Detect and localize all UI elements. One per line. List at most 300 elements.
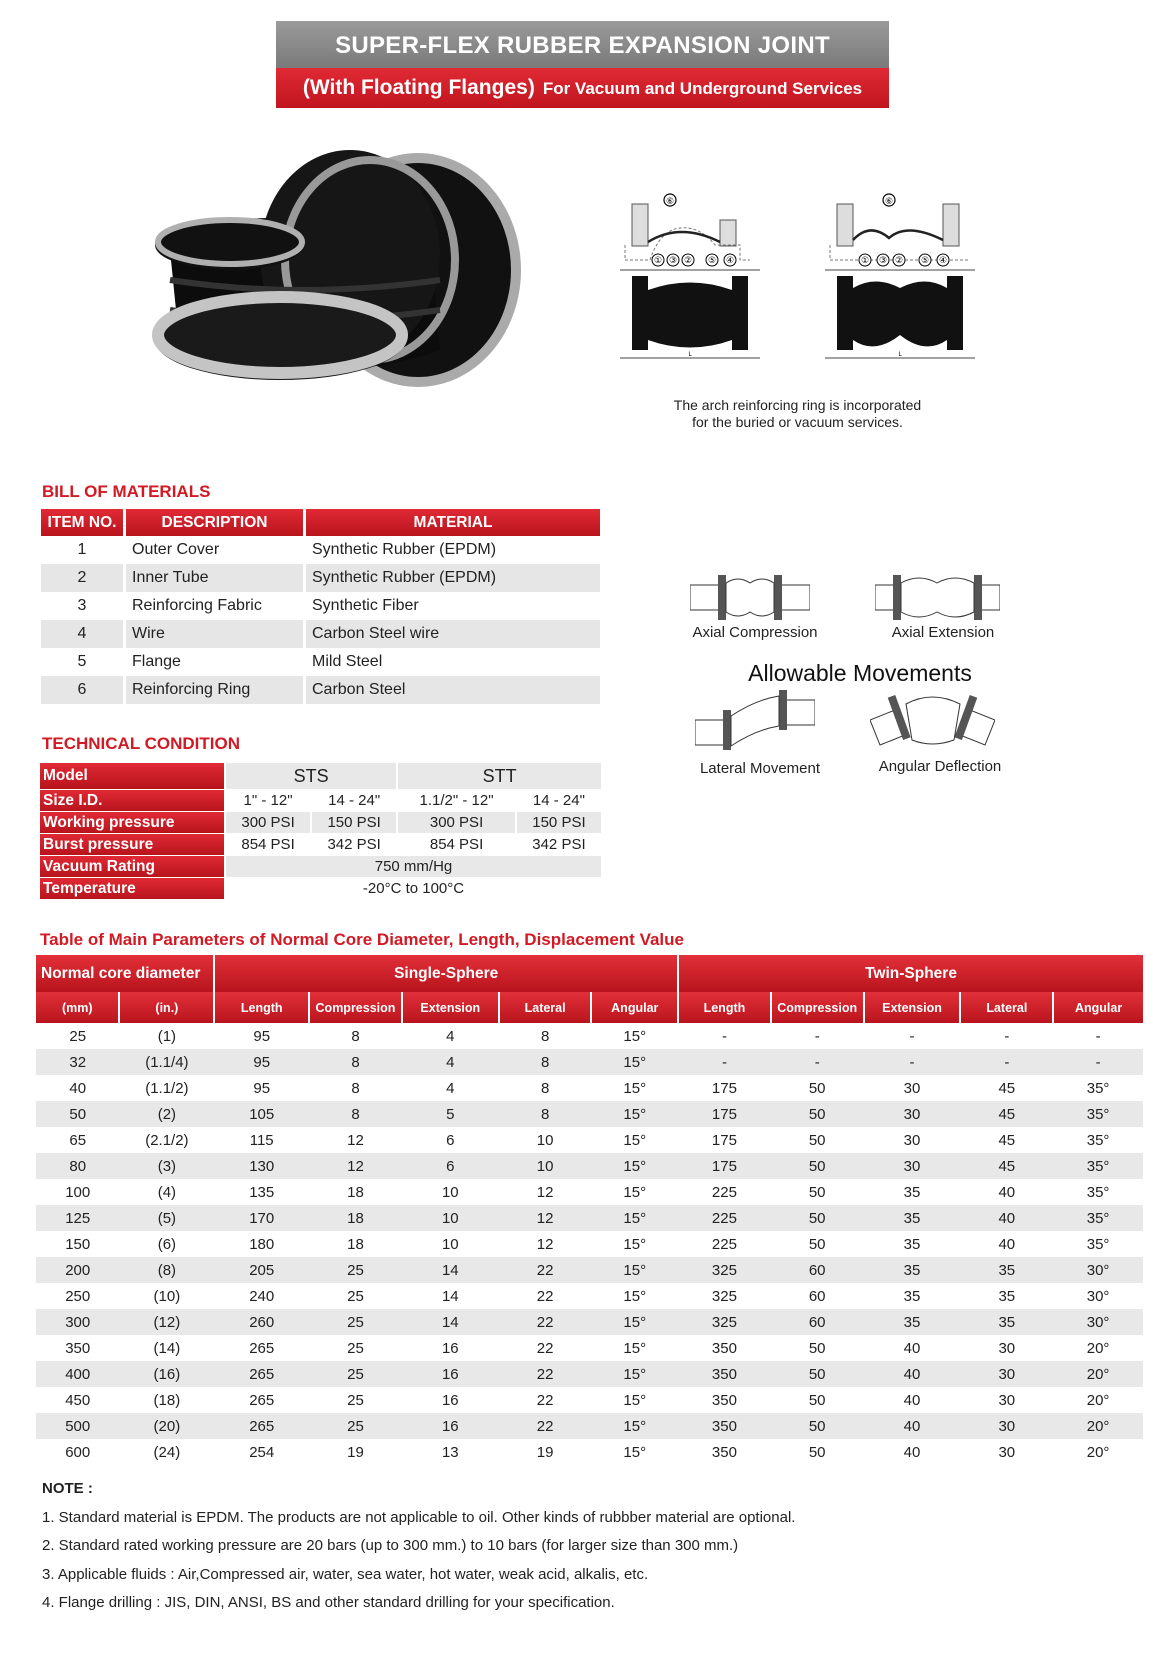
note-item: 1. Standard material is EPDM. The products are not applicable to oil. Other kinds of rubbber material are optional. [42, 1508, 796, 1526]
table-cell: 250 [65, 1287, 91, 1305]
table-cell: - [864, 1049, 961, 1075]
table-cell: 35° [1086, 1235, 1110, 1253]
table-cell: 15° [623, 1235, 647, 1253]
technical-title: TECHNICAL CONDITION [42, 734, 241, 753]
bom-header-description: DESCRIPTION [126, 509, 303, 536]
subtitle-secondary: For Vacuum and Underground Services [542, 79, 863, 98]
tech-burst: 342 PSI [327, 836, 381, 853]
note-item: 3. Applicable fluids : Air,Compressed air, water, sea water, hot water, weak acid, alkalis, etc. [42, 1565, 649, 1583]
product-photo [150, 150, 530, 400]
table-cell: 15° [623, 1339, 647, 1357]
table-cell: 30° [1053, 1257, 1143, 1283]
table-cell: 350 [678, 1413, 771, 1439]
table-row [36, 1387, 1143, 1413]
table-cell: 45 [998, 1131, 1016, 1149]
tech-label-vacuum: Vacuum Rating [40, 856, 224, 877]
table-cell: 30 [960, 1361, 1053, 1387]
table-cell: 60 [771, 1309, 864, 1335]
callout-4: ④ [725, 256, 735, 266]
table-cell: (4) [157, 1183, 177, 1201]
table-cell: 500 [36, 1413, 119, 1439]
table-row [36, 1361, 1143, 1387]
table-cell: 15° [591, 1361, 678, 1387]
lateral-movement-label: Lateral Movement [699, 760, 821, 777]
params-subheader: Extension [402, 992, 499, 1023]
table-cell: 40 [864, 1413, 961, 1439]
table-cell: 15° [591, 1153, 678, 1179]
table-cell: 95 [214, 1049, 309, 1075]
table-cell: 12 [309, 1153, 402, 1179]
table-cell: 25 [69, 1027, 87, 1045]
table-cell: 16 [402, 1413, 499, 1439]
table-cell: - [1053, 1049, 1143, 1075]
tech-label-temp: Temperature [40, 878, 224, 899]
table-cell: 130 [214, 1153, 309, 1179]
angular-deflection-icon [870, 690, 995, 750]
bom-description: Reinforcing Ring [126, 676, 303, 704]
table-cell: 30° [1086, 1287, 1110, 1305]
params-title: Table of Main Parameters of Normal Core Diameter, Length, Displacement Value [40, 930, 684, 949]
table-cell: 35 [903, 1287, 921, 1305]
table-row [36, 1283, 1143, 1309]
table-cell: 40 [903, 1443, 921, 1461]
table-cell: 32 [36, 1049, 119, 1075]
table-cell: 45 [998, 1079, 1016, 1097]
callout-1: ① [653, 256, 663, 266]
table-cell: 16 [402, 1361, 499, 1387]
params-subheader: Length [678, 992, 771, 1023]
table-cell: 60 [808, 1287, 826, 1305]
callout-1: ① [860, 256, 870, 266]
table-row [36, 1205, 1143, 1231]
bom-item-no: 1 [77, 541, 87, 558]
table-cell: 50 [808, 1391, 826, 1409]
table-cell: 10 [536, 1131, 554, 1149]
table-row [36, 1075, 1143, 1101]
callout-2: ② [683, 256, 693, 266]
table-cell: 8 [540, 1027, 550, 1045]
header-banner [276, 21, 889, 108]
table-cell: 30 [960, 1413, 1053, 1439]
table-cell: 8 [351, 1079, 360, 1097]
tech-working: 300 PSI [226, 812, 310, 833]
tech-label-size: Size I.D. [40, 790, 224, 811]
params-group-twin: Twin-Sphere [678, 955, 1143, 992]
table-cell: (1) [157, 1027, 177, 1045]
table-cell: 25 [309, 1309, 402, 1335]
tech-size: 14 - 24" [532, 792, 585, 809]
table-cell: - [909, 1027, 915, 1045]
tech-burst: 854 PSI [241, 836, 295, 853]
table-cell: 14 [402, 1257, 499, 1283]
table-cell: 300 [36, 1309, 119, 1335]
callout-5: ⑤ [920, 256, 930, 266]
bom-item-no: 6 [41, 676, 123, 704]
table-cell: - [678, 1049, 771, 1075]
bom-item-no: 3 [77, 597, 87, 614]
table-cell: 20° [1053, 1413, 1143, 1439]
table-cell: (14) [153, 1339, 181, 1357]
table-cell: 35° [1053, 1101, 1143, 1127]
length-label: L [688, 351, 692, 358]
table-cell: 40 [903, 1339, 921, 1357]
table-cell: 40 [903, 1391, 921, 1409]
params-subheader: Angular [591, 992, 678, 1023]
tech-label-burst: Burst pressure [40, 834, 224, 855]
table-cell: 30 [998, 1443, 1016, 1461]
table-cell: 22 [499, 1309, 592, 1335]
table-cell: 450 [65, 1391, 91, 1409]
table-cell: - [1095, 1027, 1101, 1045]
table-cell: 15° [591, 1413, 678, 1439]
table-cell: 4 [402, 1049, 499, 1075]
table-cell: 15° [623, 1391, 647, 1409]
table-cell: 135 [249, 1183, 275, 1201]
bom-material: Synthetic Rubber (EPDM) [312, 541, 497, 558]
table-cell: 260 [214, 1309, 309, 1335]
table-cell: 6 [402, 1153, 499, 1179]
table-cell: 25 [347, 1339, 364, 1357]
table-cell: 205 [214, 1257, 309, 1283]
table-cell: 175 [711, 1079, 737, 1097]
bom-row [41, 676, 600, 704]
bom-description: Flange [132, 653, 181, 670]
table-cell: 170 [214, 1205, 309, 1231]
callout-3: ③ [878, 256, 888, 266]
table-cell: - [960, 1049, 1053, 1075]
table-cell: 265 [214, 1361, 309, 1387]
table-cell: 40 [998, 1235, 1016, 1253]
table-cell: 20° [1053, 1361, 1143, 1387]
table-cell: 8 [309, 1101, 402, 1127]
note-item: 2. Standard rated working pressure are 20 bars (up to 300 mm.) to 10 bars (for larger size than 300 mm.) [42, 1537, 739, 1554]
bom-row [41, 620, 600, 648]
table-cell: 15° [623, 1287, 647, 1305]
table-cell: 30 [864, 1153, 961, 1179]
table-cell: (16) [119, 1361, 214, 1387]
table-cell: 6 [446, 1131, 455, 1149]
table-cell: 40 [864, 1361, 961, 1387]
table-cell: 60 [771, 1257, 864, 1283]
table-cell: - [814, 1027, 820, 1045]
caption-line: for the buried or vacuum services. [692, 414, 903, 430]
table-row [36, 1309, 1143, 1335]
table-cell: 13 [441, 1443, 459, 1461]
table-cell: 50 [771, 1413, 864, 1439]
length-label: L [898, 351, 902, 358]
table-cell: 19 [347, 1443, 364, 1461]
table-cell: 350 [678, 1361, 771, 1387]
table-row [36, 1231, 1143, 1257]
table-row [36, 1439, 1143, 1465]
bom-item-no: 2 [41, 564, 123, 592]
params-subheader: Compression [309, 992, 402, 1023]
callout-4: ④ [938, 256, 948, 266]
table-cell: 30° [1053, 1309, 1143, 1335]
axial-compression-icon [690, 565, 810, 620]
params-group-core: Normal core diameter [36, 955, 214, 992]
table-cell: 20° [1086, 1391, 1110, 1409]
callout-6: ⑥ [884, 197, 894, 207]
table-cell: 115 [249, 1131, 274, 1149]
table-cell: 35 [903, 1235, 921, 1253]
table-cell: 10 [441, 1235, 459, 1253]
bom-table [38, 509, 603, 704]
bom-item-no: 5 [77, 653, 87, 670]
tech-vacuum: 750 mm/Hg [226, 856, 601, 877]
table-cell: - [771, 1049, 864, 1075]
table-cell: 265 [249, 1391, 275, 1409]
table-cell: 35 [864, 1309, 961, 1335]
tech-burst: 854 PSI [429, 836, 484, 853]
table-cell: 18 [309, 1205, 402, 1231]
table-cell: (8) [119, 1257, 214, 1283]
table-cell: (18) [153, 1391, 181, 1409]
table-cell: 30 [903, 1079, 921, 1097]
bom-description: Wire [126, 620, 303, 648]
table-cell: 50 [771, 1205, 864, 1231]
table-cell: 8 [309, 1049, 402, 1075]
table-cell: 50 [808, 1183, 826, 1201]
table-cell: 50 [808, 1443, 826, 1461]
table-cell: (1.1/2) [145, 1079, 189, 1097]
table-cell: 35 [960, 1257, 1053, 1283]
table-cell: 350 [711, 1339, 737, 1357]
note-item: 4. Flange drilling : JIS, DIN, ANSI, BS and other standard drilling for your specification. [42, 1594, 615, 1611]
table-cell: 35° [1053, 1205, 1143, 1231]
table-cell: 105 [214, 1101, 309, 1127]
table-cell: 15° [591, 1257, 678, 1283]
notes [42, 1475, 1122, 1618]
angular-deflection-label: Angular Deflection [878, 758, 1002, 775]
table-cell: 25 [309, 1361, 402, 1387]
table-cell: 4 [446, 1079, 455, 1097]
table-cell: 225 [711, 1183, 737, 1201]
bom-row [41, 536, 600, 564]
params-table [36, 955, 1143, 1465]
params-subheader: Angular [1053, 992, 1143, 1023]
table-cell: 12 [347, 1131, 364, 1149]
table-cell: (3) [119, 1153, 214, 1179]
table-cell: 15° [623, 1027, 647, 1045]
table-cell: (2) [119, 1101, 214, 1127]
bom-material: Mild Steel [312, 653, 383, 670]
table-cell: 265 [249, 1339, 275, 1357]
table-cell: 22 [536, 1339, 554, 1357]
table-cell: 15° [591, 1049, 678, 1075]
page-subtitle [276, 68, 889, 108]
table-cell: 254 [249, 1443, 275, 1461]
table-cell: 35 [960, 1309, 1053, 1335]
table-cell: 8 [499, 1101, 592, 1127]
table-cell: 15° [591, 1309, 678, 1335]
table-cell: 15° [623, 1131, 647, 1149]
table-cell: 35 [864, 1257, 961, 1283]
table-cell: 150 [65, 1235, 91, 1253]
table-cell: (2.1/2) [145, 1131, 189, 1149]
table-cell: 325 [711, 1287, 737, 1305]
table-cell: 16 [441, 1339, 459, 1357]
table-cell: (5) [119, 1205, 214, 1231]
params-subheader: (in.) [119, 992, 214, 1023]
table-cell: 30 [998, 1391, 1016, 1409]
table-cell: 22 [499, 1257, 592, 1283]
table-cell: 16 [441, 1391, 459, 1409]
table-cell: 20° [1086, 1339, 1110, 1357]
table-cell: 95 [253, 1079, 271, 1097]
table-cell: 600 [65, 1443, 91, 1461]
params-subheader: Length [214, 992, 309, 1023]
table-cell: 25 [309, 1413, 402, 1439]
diagram-caption [620, 397, 975, 431]
table-cell: 180 [249, 1235, 275, 1253]
tech-size: 14 - 24" [328, 792, 381, 809]
tech-size: 1" - 12" [243, 792, 293, 809]
table-cell: 5 [402, 1101, 499, 1127]
bom-material: Synthetic Rubber (EPDM) [306, 564, 600, 592]
table-row [36, 1257, 1143, 1283]
table-cell: 20° [1086, 1443, 1110, 1461]
table-cell: 125 [36, 1205, 119, 1231]
tech-working: 300 PSI [398, 812, 515, 833]
table-cell: 8 [499, 1049, 592, 1075]
table-cell: 12 [499, 1205, 592, 1231]
table-cell: 175 [678, 1101, 771, 1127]
single-sphere-diagram [620, 190, 770, 390]
table-cell: 30 [903, 1131, 921, 1149]
table-row [36, 1153, 1143, 1179]
tech-label-working: Working pressure [40, 812, 224, 833]
table-cell: 22 [536, 1287, 554, 1305]
notes-title: NOTE : [42, 1480, 93, 1497]
table-cell: 14 [402, 1309, 499, 1335]
table-row [36, 1049, 1143, 1075]
tech-temp: -20°C to 100°C [362, 880, 465, 897]
table-cell: 50 [808, 1131, 826, 1149]
table-cell: 50 [771, 1101, 864, 1127]
table-cell: 30 [864, 1101, 961, 1127]
bom-material: Synthetic Fiber [312, 597, 419, 614]
table-cell: 18 [347, 1235, 364, 1253]
table-cell: 25 [347, 1287, 364, 1305]
table-cell: 22 [499, 1413, 592, 1439]
table-cell: 45 [960, 1153, 1053, 1179]
table-cell: 50 [808, 1235, 826, 1253]
bom-title: BILL OF MATERIALS [42, 482, 211, 501]
table-row [36, 1413, 1143, 1439]
table-cell: 45 [960, 1101, 1053, 1127]
caption-line: The arch reinforcing ring is incorporated [673, 397, 922, 413]
bom-material: Carbon Steel [306, 676, 600, 704]
bom-material: Carbon Steel wire [306, 620, 600, 648]
table-row [36, 1101, 1143, 1127]
table-cell: 50 [36, 1101, 119, 1127]
table-cell: - [721, 1027, 727, 1045]
tech-burst: 342 PSI [532, 836, 586, 853]
tech-size: 1.1/2" - 12" [419, 792, 494, 809]
table-cell: 50 [808, 1079, 826, 1097]
callout-3: ③ [668, 256, 678, 266]
table-cell: 22 [499, 1361, 592, 1387]
table-cell: 10 [402, 1205, 499, 1231]
table-cell: 40 [998, 1183, 1016, 1201]
table-cell: 15° [591, 1101, 678, 1127]
table-cell: 100 [65, 1183, 91, 1201]
lateral-movement-icon [695, 690, 815, 750]
table-cell: 15° [623, 1443, 647, 1461]
bom-row [41, 564, 600, 592]
table-cell: 200 [36, 1257, 119, 1283]
table-cell: 10 [499, 1153, 592, 1179]
table-cell: - [1004, 1027, 1010, 1045]
table-row [36, 1127, 1143, 1153]
allowable-movements-title: Allowable Movements [748, 660, 972, 686]
table-cell: 350 [711, 1443, 737, 1461]
table-cell: 240 [249, 1287, 275, 1305]
table-cell: 19 [536, 1443, 554, 1461]
twin-sphere-diagram [825, 190, 985, 390]
table-cell: 15° [591, 1205, 678, 1231]
table-cell: (20) [119, 1413, 214, 1439]
tech-model-sts: STS [226, 763, 396, 789]
table-row [36, 1335, 1143, 1361]
bom-item-no: 4 [41, 620, 123, 648]
bom-description: Outer Cover [132, 541, 220, 558]
table-cell: 4 [446, 1027, 455, 1045]
table-cell: 18 [347, 1183, 364, 1201]
table-cell: (12) [119, 1309, 214, 1335]
table-cell: 12 [536, 1235, 554, 1253]
table-cell: 35 [998, 1287, 1016, 1305]
table-cell: 15° [623, 1079, 647, 1097]
tech-label-model: Model [40, 763, 224, 789]
table-cell: 12 [536, 1183, 554, 1201]
table-cell: 175 [678, 1153, 771, 1179]
table-cell: 35 [864, 1205, 961, 1231]
table-row [36, 1023, 1143, 1049]
table-cell: 50 [808, 1339, 826, 1357]
axial-compression-label: Axial Compression [692, 624, 818, 641]
table-cell: 50 [771, 1361, 864, 1387]
table-cell: 35° [1086, 1131, 1110, 1149]
table-cell: 225 [711, 1235, 737, 1253]
table-cell: 30 [998, 1339, 1016, 1357]
table-cell: 40 [69, 1079, 87, 1097]
params-subheader: Lateral [960, 992, 1053, 1023]
table-cell: 325 [678, 1257, 771, 1283]
tech-model-stt: STT [398, 763, 601, 789]
table-row [36, 1179, 1143, 1205]
table-cell: (6) [157, 1235, 177, 1253]
table-cell: 65 [69, 1131, 87, 1149]
axial-extension-label: Axial Extension [891, 624, 995, 641]
table-cell: 325 [678, 1309, 771, 1335]
table-cell: 50 [771, 1153, 864, 1179]
bom-header-item: ITEM NO. [41, 509, 123, 536]
table-cell: 10 [441, 1183, 459, 1201]
table-cell: 22 [536, 1391, 554, 1409]
bom-description: Reinforcing Fabric [132, 597, 262, 614]
table-cell: 225 [678, 1205, 771, 1231]
params-subheader: Extension [864, 992, 961, 1023]
callout-6: ⑥ [665, 197, 675, 207]
table-cell: 350 [711, 1391, 737, 1409]
subtitle-primary: (With Floating Flanges) [302, 76, 535, 99]
page-title: SUPER-FLEX RUBBER EXPANSION JOINT [276, 21, 889, 68]
params-subheader: (mm) [36, 992, 119, 1023]
table-cell: 35° [1053, 1153, 1143, 1179]
table-cell: (1.1/4) [119, 1049, 214, 1075]
